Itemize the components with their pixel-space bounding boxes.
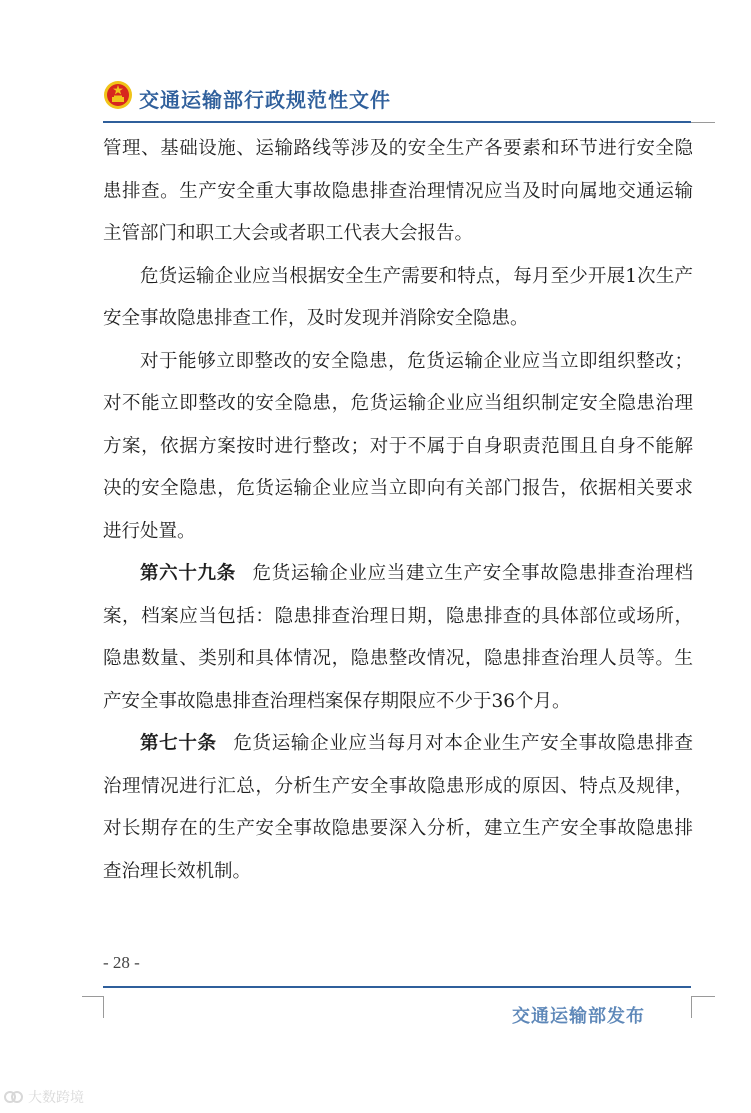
footer-divider	[103, 986, 691, 988]
header-divider	[103, 121, 691, 123]
article-number: 第六十九条	[140, 563, 236, 584]
document-header	[103, 78, 703, 122]
watermark	[4, 1086, 84, 1108]
paragraph: 危货运输企业应当根据安全生产需要和特点，每月至少开展1次生产安全事故隐患排查工作，及时发现并消除安全隐患。	[103, 265, 693, 329]
header-title: 交通运输部行政规范性文件	[139, 88, 391, 112]
article-paragraph	[103, 553, 693, 723]
article-text: 危货运输企业应当建立生产安全事故隐患排查治理档案，档案应当包括：隐患排查治理日期，隐患排查的具体部位或场所，隐患数量、类别和具体情况，隐患整改情况，隐患排查治理人员等。生产安全事故隐患排查治理档案保存期限应不少于36个月。	[103, 563, 693, 712]
publisher-label: 交通运输部发布	[512, 1006, 645, 1027]
watermark-text: 大数跨境	[28, 1090, 84, 1106]
paragraph: 管理、基础设施、运输路线等涉及的安全生产各要素和环节进行安全隐患排查。生产安全重大事故隐患排查治理情况应当及时向属地交通运输主管部门和职工大会或者职工代表大会报告。	[103, 138, 693, 244]
article-number: 第七十条	[140, 733, 217, 754]
crop-mark	[103, 996, 104, 1018]
crop-mark	[82, 996, 103, 997]
paragraph: 对于能够立即整改的安全隐患，危货运输企业应当立即组织整改；对不能立即整改的安全隐患，危货运输企业应当组织制定安全隐患治理方案，依据方案按时进行整改；对于不属于自身职责范围且自身不能解决的安全隐患，危货运输企业应当立即向有关部门报告，依据相关要求进行处置。	[103, 350, 693, 542]
article-paragraph	[103, 723, 693, 893]
crop-mark	[691, 996, 715, 997]
article-text: 危货运输企业应当每月对本企业生产安全事故隐患排查治理情况进行汇总，分析生产安全事故隐患形成的原因、特点及规律，对长期存在的生产安全事故隐患要深入分析，建立生产安全事故隐患排查治理长效机制。	[103, 733, 693, 882]
page-number: - 28 -	[103, 953, 140, 972]
document-body	[103, 128, 693, 893]
crop-mark	[691, 996, 692, 1018]
national-emblem-icon	[103, 80, 133, 110]
crop-mark	[691, 122, 715, 123]
watermark-logo-icon	[4, 1089, 24, 1105]
